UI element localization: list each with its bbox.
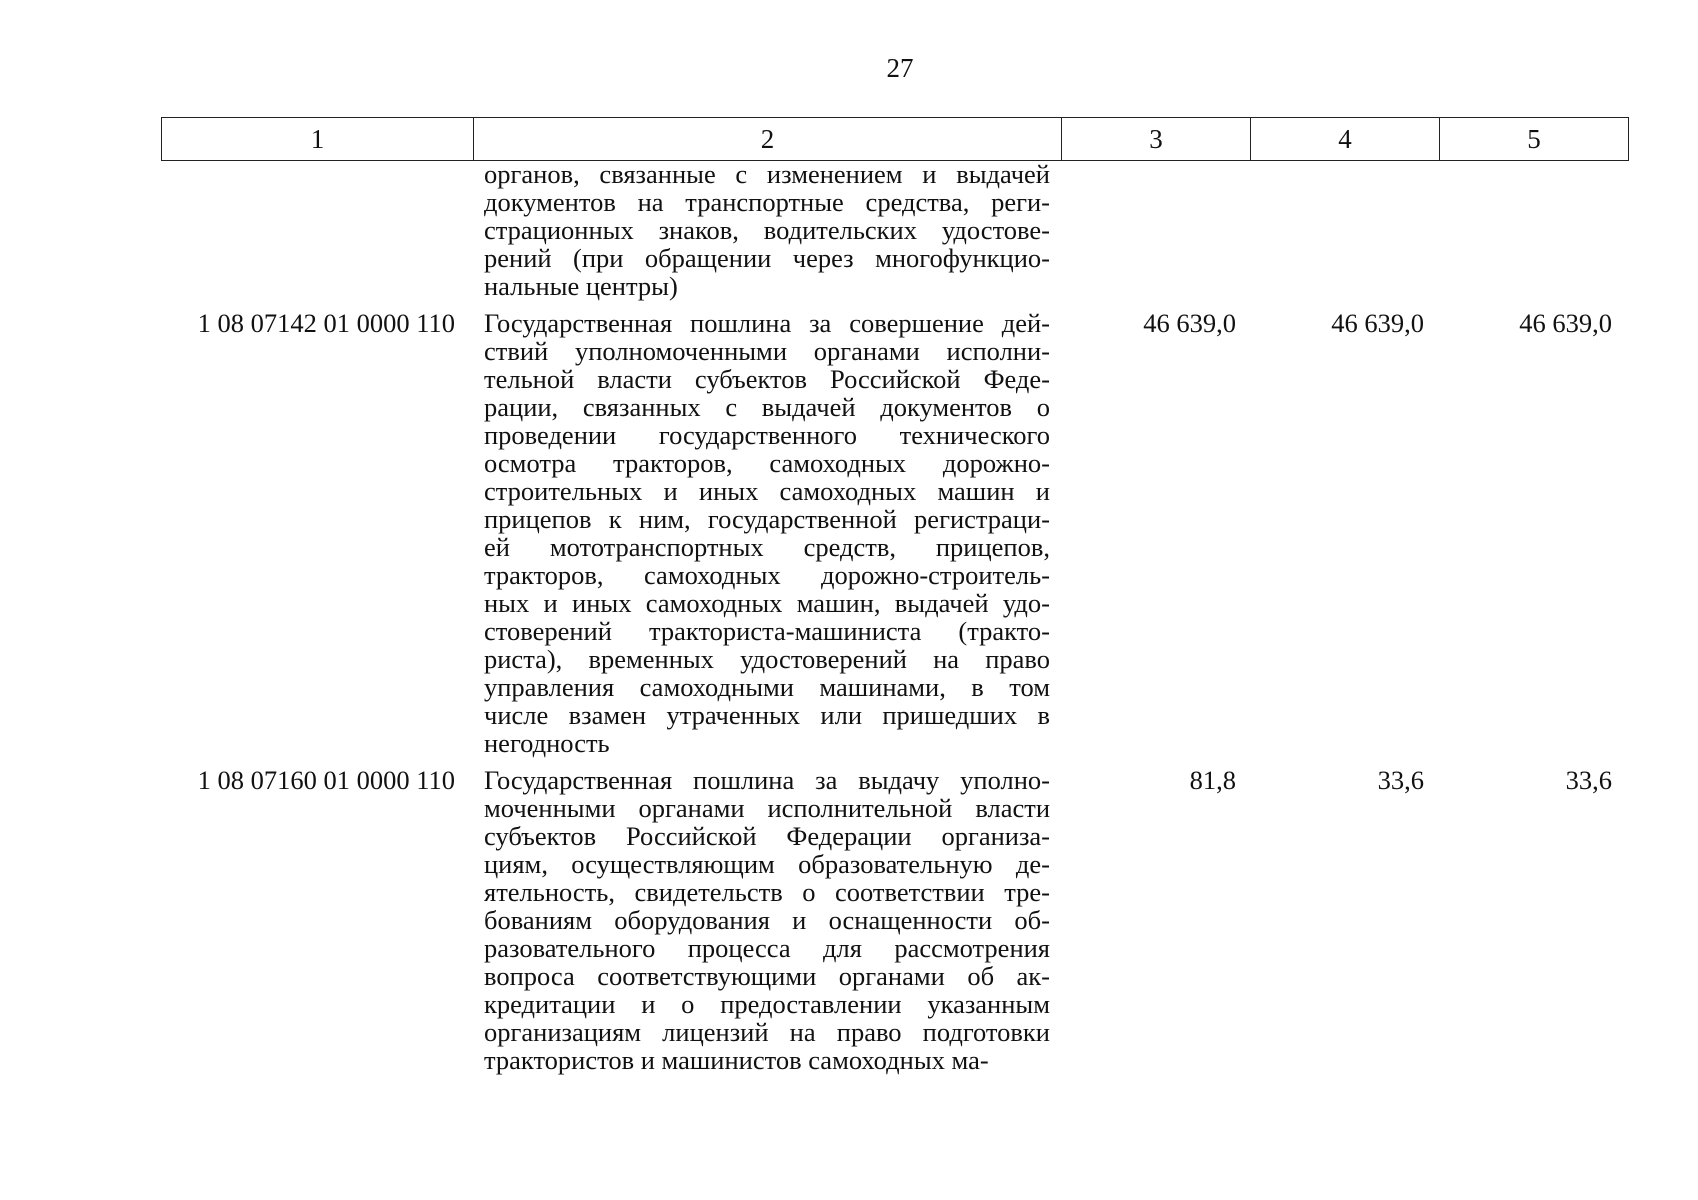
description-line: моченными органами исполнительной власти xyxy=(484,793,1050,823)
description-line: субъектов Российской Федерации организа- xyxy=(484,821,1050,851)
description-line: кредитации и о предоставлении указанным xyxy=(484,989,1050,1019)
description-line: разовательного процесса для рассмотрения xyxy=(484,933,1050,963)
amount-column-3: 81,8 xyxy=(1189,765,1236,795)
description-line: рений (при обращении через многофункцио- xyxy=(484,243,1050,273)
description-line: прицепов к ним, государственной регистраци- xyxy=(484,504,1050,534)
amount-column-5: 46 639,0 xyxy=(1519,308,1612,338)
description-line: ей мототранспортных средств, прицепов, xyxy=(484,532,1050,562)
description-line: управления самоходными машинами, в том xyxy=(484,672,1050,702)
column-header-3: 3 xyxy=(1062,118,1251,161)
table-row xyxy=(161,766,1627,1074)
column-header-1: 1 xyxy=(162,118,474,161)
column-header-4: 4 xyxy=(1251,118,1440,161)
table-row xyxy=(161,309,1627,757)
revenue-description xyxy=(472,309,1060,757)
amount-column-4 xyxy=(1248,160,1436,300)
description-line: ных и иных самоходных машин, выдачей удо- xyxy=(484,588,1050,618)
column-header-5: 5 xyxy=(1440,118,1629,161)
description-line: осмотра тракторов, самоходных дорожно- xyxy=(484,448,1050,478)
revenue-description xyxy=(472,160,1060,300)
description-line: негодность xyxy=(484,728,610,758)
description-line: ствий уполномоченными органами исполни- xyxy=(484,336,1050,366)
amount-column-4: 46 639,0 xyxy=(1331,308,1424,338)
description-line: риста), временных удостоверений на право xyxy=(484,644,1050,674)
description-line: Государственная пошлина за выдачу уполно- xyxy=(484,765,1050,795)
description-line: числе взамен утраченных или пришедших в xyxy=(484,700,1050,730)
column-header-table xyxy=(161,117,1629,161)
description-line: циям, осуществляющим образовательную де- xyxy=(484,849,1050,879)
description-line: организациям лицензий на право подготовки xyxy=(484,1017,1050,1047)
budget-code xyxy=(161,160,472,300)
amount-column-5 xyxy=(1436,160,1624,300)
amount-column-4: 33,6 xyxy=(1377,765,1424,795)
table-body xyxy=(161,160,1627,1083)
amount-column-3: 46 639,0 xyxy=(1143,308,1236,338)
amount-column-5: 33,6 xyxy=(1565,765,1612,795)
description-line: вопроса соответствующими органами об ак- xyxy=(484,961,1050,991)
description-line: документов на транспортные средства, реги- xyxy=(484,187,1050,217)
column-header-row xyxy=(162,118,1629,161)
table-row xyxy=(161,160,1627,300)
description-line: тракторов, самоходных дорожно-строитель- xyxy=(484,560,1050,590)
description-line: тельной власти субъектов Российской Феде- xyxy=(484,364,1050,394)
column-header-2: 2 xyxy=(474,118,1062,161)
description-line: бованиям оборудования и оснащенности об- xyxy=(484,905,1050,935)
description-line: ятельность, свидетельств о соответствии тре- xyxy=(484,877,1050,907)
description-line: нальные центры) xyxy=(484,271,678,301)
description-line: строительных и иных самоходных машин и xyxy=(484,476,1050,506)
page-number: 27 xyxy=(886,53,914,83)
description-line: страционных знаков, водительских удостове- xyxy=(484,215,1050,245)
description-line: рации, связанных с выдачей документов о xyxy=(484,392,1050,422)
description-line: стоверений тракториста-машиниста (тракто- xyxy=(484,616,1050,646)
description-line: Государственная пошлина за совершение дей- xyxy=(484,308,1050,338)
revenue-description xyxy=(472,766,1060,1074)
description-line: проведении государственного технического xyxy=(484,420,1050,450)
budget-code: 1 08 07160 01 0000 110 xyxy=(197,765,455,795)
budget-code: 1 08 07142 01 0000 110 xyxy=(197,308,455,338)
description-line: органов, связанные с изменением и выдачей xyxy=(484,159,1050,189)
description-line: трактористов и машинистов самоходных ма- xyxy=(484,1045,989,1075)
amount-column-3 xyxy=(1060,160,1248,300)
